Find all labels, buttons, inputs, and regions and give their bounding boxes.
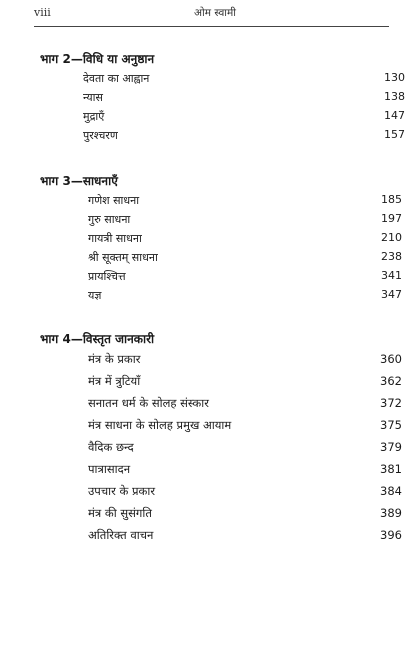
toc-entry-page: 396 <box>380 528 402 542</box>
toc-entry[interactable] <box>0 193 416 211</box>
toc-entry-label: गायत्री साधना <box>88 232 142 245</box>
page-number: viii <box>34 6 51 19</box>
toc-entry[interactable] <box>0 484 416 502</box>
toc-entry-label: वैदिक छन्द <box>88 440 134 454</box>
toc-entry[interactable] <box>0 352 416 370</box>
toc-entry[interactable] <box>0 396 416 414</box>
toc-entry-page: 372 <box>380 396 402 410</box>
toc-entry-label: न्यास <box>83 91 103 104</box>
toc-entry[interactable] <box>0 288 416 306</box>
toc-entry-page: 197 <box>381 212 402 225</box>
toc-entry-page: 238 <box>381 250 402 263</box>
toc-entry[interactable] <box>0 440 416 458</box>
toc-entry-page: 389 <box>380 506 402 520</box>
toc-entry-label: मंत्र साधना के सोलह प्रमुख आयाम <box>88 418 232 432</box>
toc-entry[interactable] <box>0 109 416 127</box>
toc-entry[interactable] <box>0 212 416 230</box>
toc-entry-page: 381 <box>380 462 402 476</box>
toc-entry-label: गुरु साधना <box>88 213 131 226</box>
section-title-part-3: भाग 3—साधनाएँ <box>40 174 118 188</box>
toc-entry[interactable] <box>0 231 416 249</box>
toc-entry-page: 347 <box>381 288 402 301</box>
author-name: ओम स्वामी <box>194 7 236 19</box>
toc-entry-page: 185 <box>381 193 402 206</box>
toc-entry[interactable] <box>0 374 416 392</box>
toc-entry-label: प्रायश्चित्त <box>88 270 126 283</box>
toc-entry-label: गणेश साधना <box>88 194 140 207</box>
toc-entry[interactable] <box>0 506 416 524</box>
section-title-part-4: भाग 4—विस्तृत जानकारी <box>40 332 155 346</box>
toc-entry[interactable] <box>0 528 416 546</box>
toc-entry-page: 138 <box>384 90 405 103</box>
toc-entry-page: 384 <box>380 484 402 498</box>
toc-entry-page: 210 <box>381 231 402 244</box>
toc-entry-label: पात्रासादन <box>88 462 131 476</box>
section-title-part-2: भाग 2—विधि या अनुष्ठान <box>40 52 155 66</box>
toc-entry-page: 362 <box>380 374 402 388</box>
toc-entry-page: 341 <box>381 269 402 282</box>
toc-entry-label: उपचार के प्रकार <box>88 484 156 498</box>
header-rule <box>34 26 389 27</box>
toc-entry-label: देवता का आह्वान <box>83 72 150 85</box>
toc-entry-page: 130 <box>384 71 405 84</box>
toc-entry-label: मंत्र में त्रुटियाँ <box>88 374 141 388</box>
toc-entry[interactable] <box>0 128 416 146</box>
toc-entry[interactable] <box>0 418 416 436</box>
toc-entry-page: 379 <box>380 440 402 454</box>
toc-entry-label: पुरश्चरण <box>83 129 118 142</box>
toc-entry[interactable] <box>0 462 416 480</box>
toc-entry-label: मंत्र की सुसंगति <box>88 506 152 520</box>
toc-entry-label: मुद्राएँ <box>83 110 105 123</box>
toc-entry-page: 147 <box>384 109 405 122</box>
toc-entry[interactable] <box>0 250 416 268</box>
toc-entry[interactable] <box>0 71 416 89</box>
toc-entry[interactable] <box>0 90 416 108</box>
toc-entry-page: 360 <box>380 352 402 366</box>
toc-entry[interactable] <box>0 269 416 287</box>
toc-entry-label: सनातन धर्म के सोलह संस्कार <box>88 396 209 410</box>
toc-entry-label: श्री सूक्तम् साधना <box>88 251 158 264</box>
toc-entry-label: अतिरिक्त वाचन <box>88 528 154 542</box>
toc-entry-page: 157 <box>384 128 405 141</box>
toc-entry-label: मंत्र के प्रकार <box>88 352 141 366</box>
toc-entry-label: यज्ञ <box>88 289 102 302</box>
running-head <box>34 6 389 24</box>
toc-entry-page: 375 <box>380 418 402 432</box>
